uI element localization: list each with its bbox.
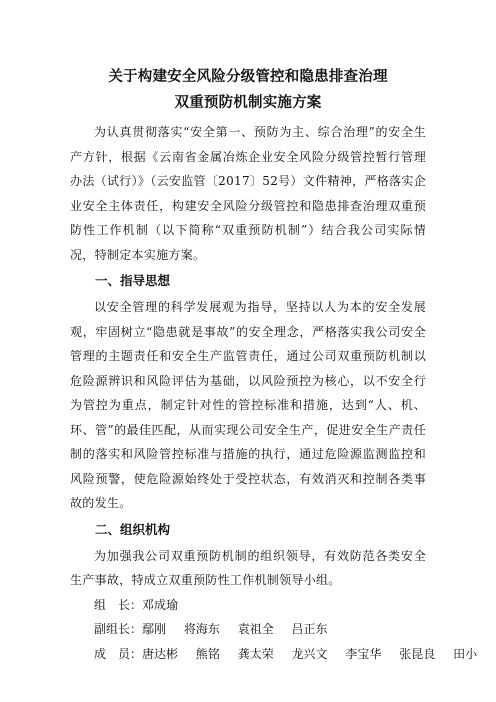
member-line xyxy=(70,642,478,667)
leader-label: 组 长： xyxy=(94,597,143,612)
deputy-name: 鄢刚 xyxy=(142,622,167,636)
section-2-paragraph: 为加强我公司双重预防机制的组织领导，有效防范各类安全生产事故，特成立双重预防性工作机制领导小组。 xyxy=(70,548,426,587)
section-1-heading: 一、指导思想 xyxy=(95,273,171,288)
deputy-label: 副组长： xyxy=(94,622,143,636)
leader-line xyxy=(70,593,426,618)
document-title-line-2: 双重预防机制实施方案 xyxy=(174,95,322,111)
intro-paragraph: 为认真贯彻落实“安全第一、预防为主、综合治理”的安全生产方针，根据《云南省金属冶炼企业安全风险分级管控暂行管理办法（试行）》（云安监管〔2017〕52号）文件精神，严格落实企业安全主体责任，构建安全风险分级管控和隐患排查治理双重预防性工作机制（以下简称“双重预防机制”）结合我公司实际情况，特制定本实施方案。 xyxy=(70,125,426,262)
member-name: 张昆良 xyxy=(399,646,436,661)
member-name: 熊铭 xyxy=(195,646,220,661)
deputy-name: 将海东 xyxy=(183,622,220,636)
member-label: 成 员： xyxy=(94,646,143,661)
deputy-name: 袁祖全 xyxy=(237,622,274,636)
section-1-paragraph: 以安全管理的科学发展观为指导，坚持以人为本的安全发展观，牢固树立“隐患就是事故”的安全理念，严格落实我公司安全管理的主题责任和安全生产监管责任，通过公司双重预防机制以危险源辨识和风险评估为基础，以风险预控为核心，以不安全行为管控为重点，制定针对性的管控标准和措施，达到“人、机、环、管”的最佳匹配，从而实现公司安全生产，促进安全生产责任制的落实和风险管控标准与措施的执行，通过危险源监测监控和风险预警，使危险源始终处于受控状态，有效消灭和控制各类事故的发生。 xyxy=(70,300,426,510)
member-name: 龙兴文 xyxy=(291,646,328,661)
member-name: 龚太荣 xyxy=(237,646,274,661)
member-name: 唐达彬 xyxy=(142,646,179,661)
member-name: 李宝华 xyxy=(345,646,382,661)
section-2-heading: 二、组织机构 xyxy=(95,521,171,537)
document-title-line-1: 关于构建安全风险分级管控和隐患排查治理 xyxy=(108,69,388,85)
leader-name: 邓成瑜 xyxy=(142,597,179,612)
deputy-line xyxy=(70,617,426,642)
member-name: 田小 xyxy=(453,646,478,661)
deputy-name: 吕正东 xyxy=(291,622,328,636)
